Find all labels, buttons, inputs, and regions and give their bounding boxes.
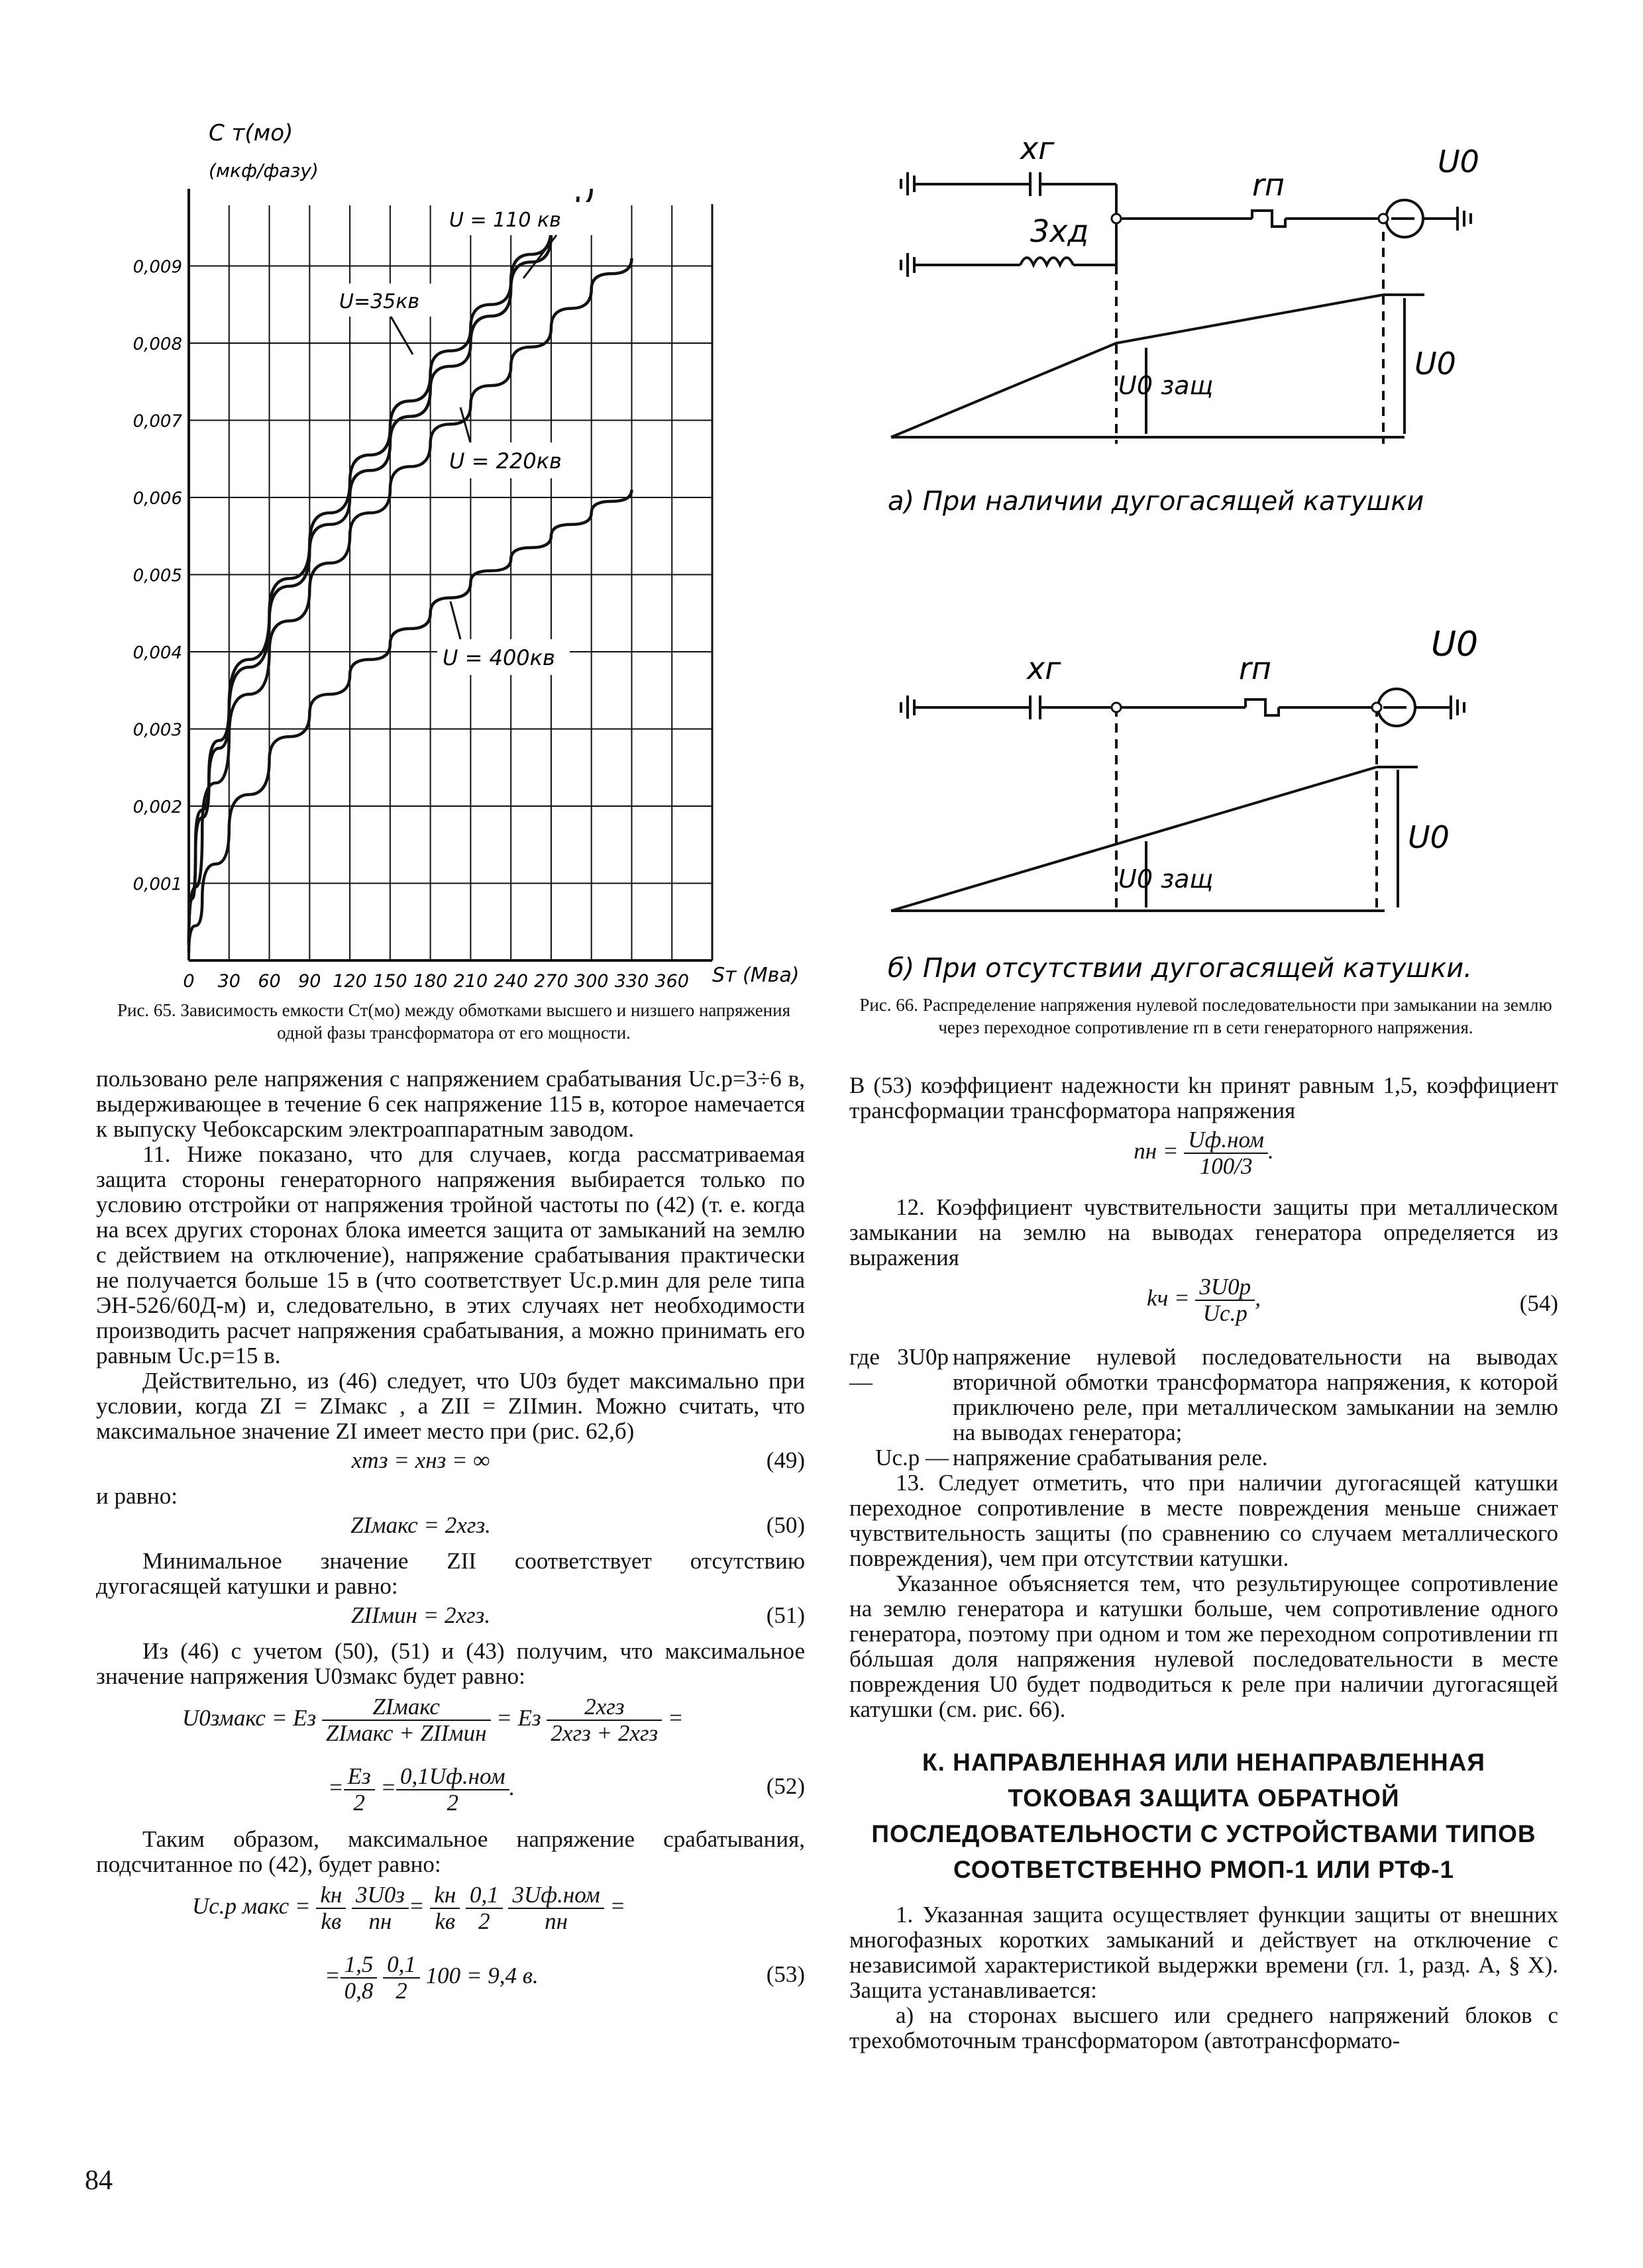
voltage-profile-a <box>891 295 1383 437</box>
y-tick-label: 0,001 <box>132 874 182 895</box>
resistor-rp-b <box>1246 699 1279 715</box>
left-paragraph-7: Таким образом, максимальное напряжение срабатывания, подсчитанное по (42), будет равно: <box>96 1826 805 1877</box>
label-xd-a: 3xд <box>1030 213 1089 249</box>
x-tick-label: 270 <box>534 971 568 992</box>
label-u0-source-b: U0 <box>1431 625 1479 664</box>
x-tick-label: 0 <box>183 971 195 992</box>
svg-text:U = 220кв: U = 220кв <box>449 448 562 474</box>
left-paragraph-3: Действительно, из (46) следует, что U0з будет максимально при условии, когда ZI = ZIмакс , а ZII = ZIIмин. Можно считать, что максимальное значение ZI имеет место при (рис. 62,б) <box>96 1368 805 1444</box>
equation-49: xтз = xнз = ∞ (49) <box>351 1447 805 1473</box>
coil-xd-a <box>1020 258 1073 265</box>
x-tick-label: 300 <box>574 971 609 992</box>
x-tick-label: 120 <box>333 971 367 992</box>
svg-text:U = 400кв: U = 400кв <box>443 645 555 670</box>
left-paragraph-4: и равно: <box>96 1483 178 1509</box>
ground-symbol-a3 <box>1458 207 1471 231</box>
equation-51: ZIIмин = 2xгз. (51) <box>350 1602 805 1628</box>
y-tick-label: 0,008 <box>132 335 182 354</box>
curve-label-400 <box>437 601 570 675</box>
x-tick-label: 150 <box>373 971 407 992</box>
svg-text:U=35кв: U=35кв <box>339 290 420 313</box>
section-heading: К. НАПРАВЛЕННАЯ ИЛИ НЕНАПРАВЛЕННАЯ ТОКОВАЯ ЗАЩИТА ОБРАТНОЙ ПОСЛЕДОВАТЕЛЬНОСТИ С УСТРОЙСТВАМИ ТИПОВ СООТВЕТСТВЕННО РМОП-1 ИЛИ РТФ-1 <box>871 1749 1536 1883</box>
right-paragraph-3: 13. Следует отметить, что при наличии дугогасящей катушки переходное сопротивление в месте повреждения меньше снижает чувствительность защиты (по сравнению со случаем металлического повреждения), чем при отсутствии катушки. <box>849 1470 1558 1571</box>
y-axis-title: C т(мо) <box>209 120 293 146</box>
caption-a: а) При наличии дугогасящей катушки <box>888 486 1424 517</box>
right-column <box>849 1073 1558 2053</box>
figure-65-caption: Рис. 65. Зависимость емкости Cт(мо) между обмотками высшего и низшего напряжения одной фазы трансформатора от его мощности. <box>117 1000 791 1043</box>
ground-symbol-a2 <box>901 253 914 277</box>
svg-text:U = 110 кв: U = 110 кв <box>449 209 561 232</box>
curve-label-220 <box>445 407 568 478</box>
y-tick-label: 0,003 <box>132 720 182 741</box>
ground-symbol-b1 <box>901 696 914 719</box>
equation-nn: nн = $\frac{\text{Uф.ном}}{100/3}$ . <box>1134 1127 1274 1179</box>
right-paragraph-5: 1. Указанная защита осуществляет функции защиты от внешних многофазных коротких замыканий и действует на отключение с независимой характеристикой выдержки времени (гл. 1, разд. А, § X). Защита устанавливается: <box>849 1902 1558 2003</box>
label-rp-b: rп <box>1239 650 1271 686</box>
y-axis-unit: (мкф/фазу) <box>209 160 319 181</box>
x-tick-label: 330 <box>614 971 649 992</box>
x-tick-label: 360 <box>655 971 690 992</box>
resistor-rp-a <box>1252 211 1285 227</box>
right-paragraph-4: Указанное объясняется тем, что результирующее сопротивление на землю генератора и катушки больше, чем сопротивление одного генератора, поэтому при одном и том же переходном сопротивлении rп бóльшая доля напряжения нулевой последовательности в месте повреждения U0 будет подводиться к реле при наличии дугогасящей катушки (см. рис. 66). <box>849 1571 1558 1722</box>
y-tick-label: 0,002 <box>132 798 182 817</box>
label-rp-a: rп <box>1252 167 1285 203</box>
caption-b: б) При отсутствии дугогасящей катушки. <box>888 953 1472 984</box>
x-tick-label: 240 <box>494 971 528 992</box>
where-list: где 3U0р — напряжение нулевой последовательности на выводах вторичной обмотки трансформатора напряжения, к которой приключено реле, при металлическом замыкании на землю на выводах генератора; Uс.р — напряжение срабатывания реле. <box>849 1344 1558 1470</box>
figure-66-caption: Рис. 66. Распределение напряжения нулевой последовательности при замыкании на землю через переходное сопротивление rп в сети генераторного напряжения. <box>859 995 1552 1037</box>
equation-54: kч = $\frac{3U0р}{Uс.р}$ , (54) <box>1147 1274 1558 1326</box>
y-tick-label: 0,005 <box>132 566 182 586</box>
ground-symbol-a1 <box>901 172 914 195</box>
right-paragraph-1: В (53) коэффициент надежности kн принят равным 1,5, коэффициент трансформации трансформатора напряжения <box>849 1072 1558 1123</box>
right-paragraph-2: 12. Коэффициент чувствительности защиты при металлическом замыкании на землю на выводах генератора определяется из выражения <box>849 1194 1558 1270</box>
equation-53: Uс.р макс = $\frac{kн}{kв}$ $\frac{3U0з}{nн}$ = $\frac{kн}{kв}$ $\frac{0,1}{2}$ $\frac{\text{3Uф.ном}}{nн}$ = = $\frac{1,5}{0,8}$ $\frac{0,1}{2}$ 100 = 9,4 в. (53) <box>192 1882 805 2004</box>
x-tick-label: 60 <box>258 971 281 992</box>
label-u0-a: U0 <box>1414 346 1456 382</box>
label-u0-source-a: U0 <box>1438 144 1479 180</box>
left-column <box>96 1066 805 2015</box>
right-paragraph-6: а) на сторонах высшего или среднего напряжений блоков с трехобмоточным трансформатором (автотрансформато- <box>849 2002 1558 2053</box>
series-line-2 <box>189 258 631 945</box>
y-tick-label: 0,004 <box>132 643 182 663</box>
x-tick-label: 90 <box>298 971 321 992</box>
label-u0-b: U0 <box>1408 819 1450 855</box>
equation-50: ZIмакс = 2xгз. (50) <box>350 1512 805 1538</box>
x-tick-label: 30 <box>217 971 240 992</box>
left-paragraph-2: 11. Ниже показано, что для случаев, когда рассматриваемая защита стороны генераторного напряжения выбирается только по условию отстройки от напряжения тройной частоты по (42) (т. е. когда на всех других сторонах блока имеется защита от замыканий на землю с действием на отключение), напряжение срабатывания практически не получается больше 15 в (что соответствует Uс.р.мин для реле типа ЭН-526/60Д-м) и, следовательно, в этих случаях нет необходимости производить расчет напряжения срабатывания, а можно принимать его равным Uс.р=15 в. <box>96 1141 805 1368</box>
y-tick-label: 0,006 <box>132 489 182 509</box>
x-axis-title: Sт (Мва) <box>712 964 800 987</box>
left-paragraph-6: Из (46) с учетом (50), (51) и (43) получим, что максимальное значение напряжения U0змакс будет равно: <box>96 1638 805 1689</box>
y-tick-label: 0,007 <box>132 411 182 432</box>
page-number: 84 <box>85 2165 113 2196</box>
voltage-distribution-diagram <box>881 132 1583 987</box>
equation-52: U0змакс = Eз $\frac{\text{ZIмакс}}{\text{ZIмакс + ZIIмин}}$ = Eз $\frac{\text{2xгз}}{\text{2xгз + 2xгз}}$ = = $\frac{Eз}{2}$ = $\frac{\text{0,1Uф.ном}}{2}$ . (52) <box>182 1694 805 1816</box>
label-u0z-b: U0 защ <box>1118 864 1214 894</box>
label-xg-a: xг <box>1020 132 1055 166</box>
label-u0z-a: U0 защ <box>1118 371 1214 400</box>
capacitance-chart <box>99 113 815 994</box>
capacitor-xg-b <box>1030 696 1040 719</box>
x-tick-label: 210 <box>453 971 488 992</box>
left-paragraph-5: Минимальное значение ZII соответствует отсутствию дугогасящей катушки и равно: <box>96 1548 805 1599</box>
label-xg-b: xг <box>1027 650 1061 686</box>
ground-symbol-b3 <box>1451 696 1464 719</box>
left-paragraph-1: пользовано реле напряжения с напряжением срабатывания Uс.р=3÷6 в, выдерживающее в течение 6 сек напряжение 115 в, которое намечается к выпуску Чебоксарским электроаппаратным заводом. <box>96 1066 805 1142</box>
capacitor-xg-a <box>1030 172 1040 196</box>
y-tick-label: 0,009 <box>132 257 182 278</box>
x-tick-label: 180 <box>413 971 448 992</box>
